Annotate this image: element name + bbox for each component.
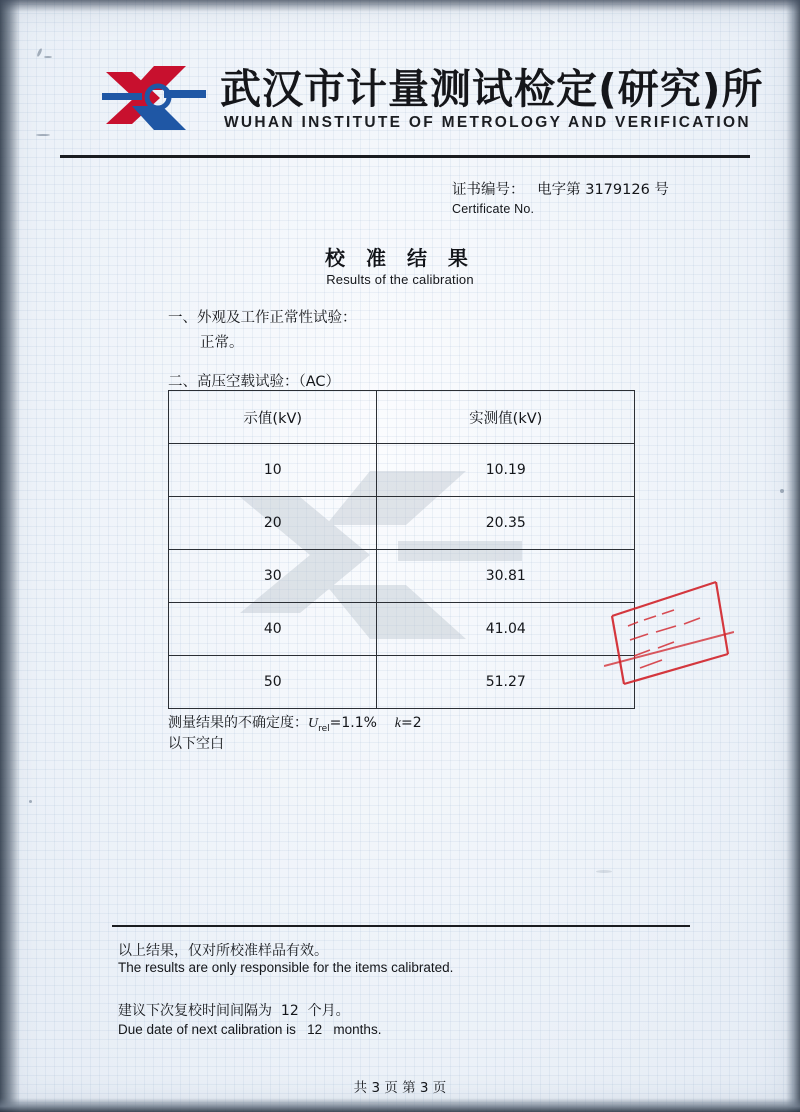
cell-measured: 10.19 [377, 444, 635, 497]
page-title: 校 准 结 果 [325, 246, 475, 270]
scan-speck [29, 800, 32, 803]
coverage-factor-symbol: k [394, 716, 402, 731]
uncertainty-symbol: U [308, 716, 319, 731]
table-header-row [169, 391, 635, 444]
cell-measured: 20.35 [377, 497, 635, 550]
certificate-number-label-en: Certificate No. [452, 202, 535, 216]
header-divider [60, 155, 750, 158]
next-calibration-en-value: 12 [307, 1022, 323, 1037]
scan-edge-bottom [0, 1098, 800, 1112]
uncertainty-prefix: 测量结果的不确定度： [168, 715, 308, 731]
footer-divider [112, 925, 690, 927]
cell-indicated: 50 [169, 656, 377, 709]
cell-measured: 51.27 [377, 656, 635, 709]
cell-measured: 41.04 [377, 603, 635, 656]
footer-note-cn: 以上结果，仅对所校准样品有效。 [118, 943, 328, 959]
next-calibration-en [118, 1022, 381, 1037]
next-calibration-cn [118, 1000, 350, 1020]
certificate-number-block [452, 178, 669, 216]
scan-edge-right [786, 0, 800, 1112]
institute-title-en: WUHAN INSTITUTE OF METROLOGY AND VERIFICATION [224, 114, 751, 131]
column-header-indicated: 示值(kV) [169, 391, 377, 444]
next-calibration-cn-after: 个月。 [307, 1003, 350, 1019]
scan-edge-left [0, 0, 20, 1112]
next-calibration-en-before: Due date of next calibration is [118, 1022, 296, 1037]
uncertainty-line [168, 712, 422, 734]
coverage-factor-value: =2 [401, 715, 422, 731]
certificate-number-label-cn: 证书编号： [452, 182, 525, 198]
table-row [169, 444, 635, 497]
cell-indicated: 20 [169, 497, 377, 550]
scan-speck [36, 134, 50, 136]
institute-logo-icon [102, 60, 212, 138]
uncertainty-value: =1.1% [329, 715, 377, 731]
next-calibration-cn-before: 建议下次复校时间间隔为 [118, 1003, 272, 1019]
scan-speck [596, 870, 612, 873]
next-calibration-en-after: months. [333, 1022, 382, 1037]
calibration-table [168, 390, 635, 709]
section-one-value: 正常。 [200, 335, 244, 351]
scan-speck [36, 48, 43, 57]
scan-speck [780, 489, 784, 493]
cell-measured: 30.81 [377, 550, 635, 603]
table-row [169, 656, 635, 709]
document-header [60, 52, 764, 152]
table-row [169, 550, 635, 603]
cell-indicated: 10 [169, 444, 377, 497]
scan-speck [44, 56, 52, 58]
institute-title-cn: 武汉市计量测试检定(研究)所 [220, 65, 764, 113]
table-row [169, 603, 635, 656]
footer-note-en: The results are only responsible for the items calibrated. [118, 960, 454, 975]
section-one-heading: 一、外观及工作正常性试验： [168, 310, 357, 326]
scan-edge-top [0, 0, 800, 12]
page-subtitle: Results of the calibration [326, 272, 474, 287]
page-number: 共 3 页 第 3 页 [353, 1080, 447, 1096]
certificate-number-value: 电字第 3179126 号 [537, 182, 669, 198]
column-header-measured: 实测值(kV) [377, 391, 635, 444]
section-two-heading: 二、高压空载试验：（AC） [168, 374, 341, 390]
calibration-table-wrapper [168, 390, 635, 708]
table-row [169, 497, 635, 550]
cell-indicated: 40 [169, 603, 377, 656]
uncertainty-subscript: rel [318, 723, 330, 734]
cell-indicated: 30 [169, 550, 377, 603]
next-calibration-value: 12 [280, 1003, 299, 1019]
blank-below-note: 以下空白 [168, 736, 224, 752]
